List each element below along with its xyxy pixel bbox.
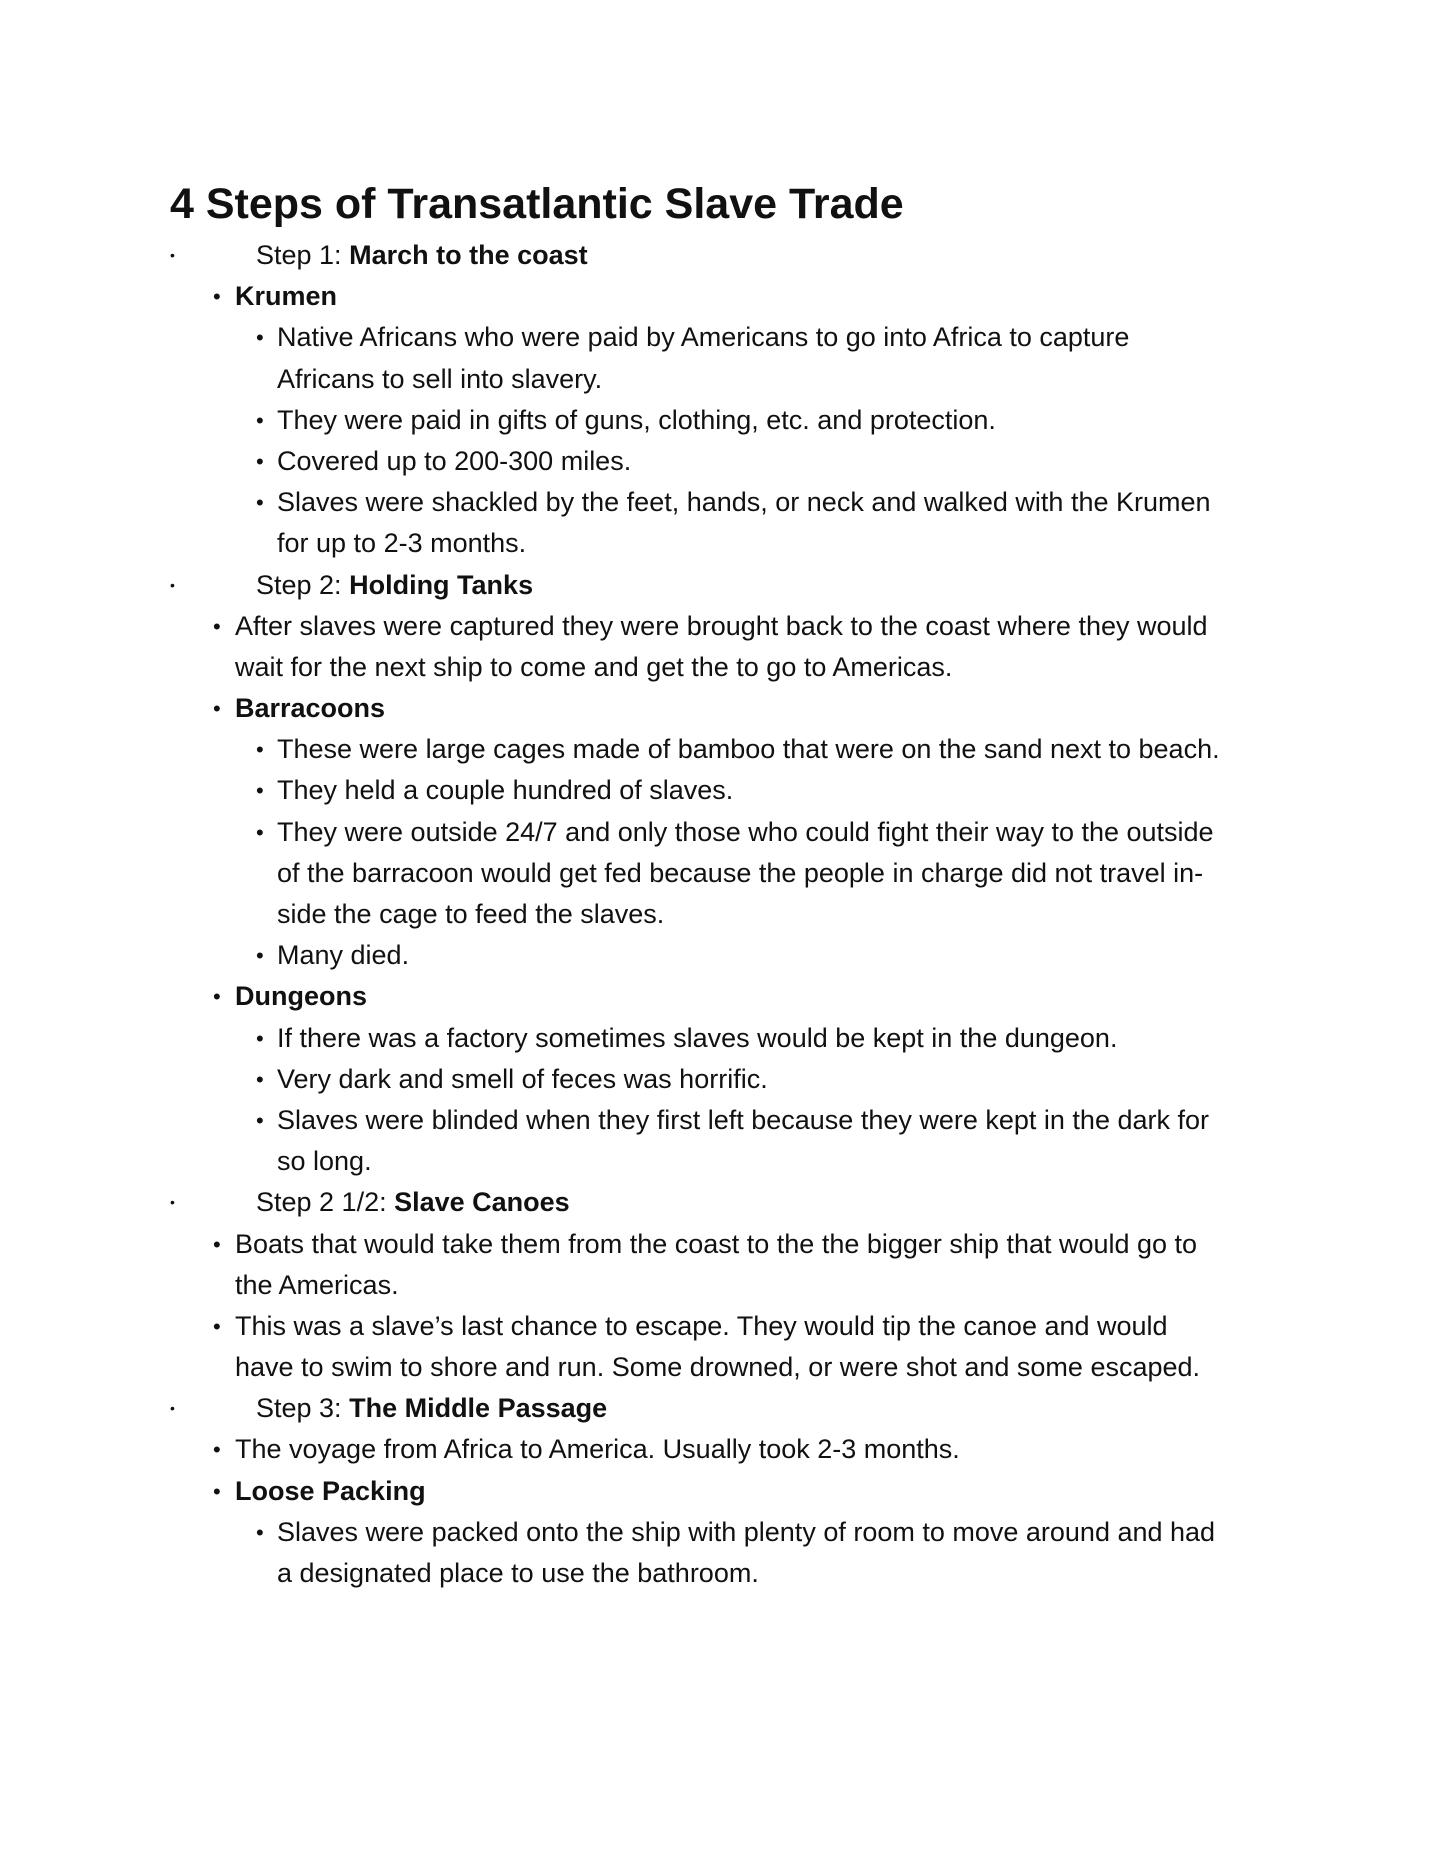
step-title: March to the coast [349, 240, 588, 270]
subheading-item-text: Loose Packing [235, 1475, 426, 1506]
detail-item-text: Covered up to 200-300 miles. [277, 445, 632, 476]
detail-item-continuation [0, 853, 1456, 894]
bullet-icon: • [256, 1519, 264, 1545]
sub-item-continuation [0, 1347, 1456, 1388]
subheading-item [0, 688, 1456, 729]
detail-item-text: Very dark and smell of feces was horrific. [277, 1063, 768, 1094]
sub-item [0, 1224, 1456, 1265]
detail-item-continuation [0, 1553, 1456, 1594]
detail-item-text: Slaves were blinded when they first left because they were kept in the dark for [277, 1104, 1210, 1135]
bullet-icon: • [256, 490, 264, 516]
subheading-item-text: Barracoons [235, 693, 386, 724]
step-title: Slave Canoes [394, 1187, 570, 1218]
step-text [256, 565, 533, 606]
detail-item-continuation-text: so long. [277, 1146, 372, 1177]
bullet-icon: • [256, 778, 264, 804]
sub-item-continuation-text: wait for the next ship to come and get the to go to Americas. [235, 651, 953, 682]
bullet-icon: • [170, 1400, 175, 1417]
subheading-item-text: Dungeons [235, 981, 367, 1012]
bullet-icon: • [256, 407, 264, 433]
detail-item-text: Slaves were shackled by the feet, hands, or neck and walked with the Krumen [277, 487, 1211, 518]
sub-item-continuation [0, 1265, 1456, 1306]
bullet-icon: • [256, 943, 264, 969]
detail-item-continuation [0, 359, 1456, 400]
detail-item [0, 441, 1456, 482]
document-title: 4 Steps of Transatlantic Slave Trade [170, 180, 904, 228]
bullet-icon: • [213, 1313, 221, 1339]
sub-item-continuation [0, 647, 1456, 688]
bullet-icon: • [256, 325, 264, 351]
subheading-item [0, 976, 1456, 1017]
bullet-icon: • [256, 737, 264, 763]
bullet-icon: • [170, 576, 175, 593]
detail-item-continuation-text: Africans to sell into slavery. [277, 363, 603, 394]
bullet-icon: • [256, 1107, 264, 1133]
bullet-icon: • [213, 696, 221, 722]
detail-item [0, 1512, 1456, 1553]
bullet-icon: • [213, 284, 221, 310]
detail-item [0, 1059, 1456, 1100]
bullet-icon: • [170, 1194, 175, 1211]
sub-item-text: The voyage from Africa to America. Usually took 2-3 months. [235, 1434, 960, 1465]
step-text [256, 235, 588, 276]
step-heading [0, 235, 1456, 276]
detail-item-text: If there was a factory sometimes slaves would be kept in the dungeon. [277, 1022, 1118, 1053]
bullet-icon: • [213, 1231, 221, 1257]
detail-item-text: Slaves were packed onto the ship with plenty of room to move around and had [277, 1516, 1216, 1547]
bullet-icon: • [256, 1025, 264, 1051]
bullet-icon: • [170, 247, 175, 263]
detail-item-text: Native Africans who were paid by Americans to go into Africa to capture [277, 322, 1130, 353]
detail-item-text: They held a couple hundred of slaves. [277, 775, 734, 806]
step-label: Step 2 1/2: [256, 1187, 395, 1218]
detail-item [0, 482, 1456, 523]
step-title: Holding Tanks [349, 569, 534, 600]
detail-item [0, 935, 1456, 976]
detail-item-text: They were paid in gifts of guns, clothing, etc. and protection. [277, 404, 996, 435]
detail-item [0, 400, 1456, 441]
step-heading [0, 1388, 1456, 1429]
detail-item-text: Many died. [277, 940, 410, 971]
detail-item [0, 1100, 1456, 1141]
subheading-item-text: Krumen [235, 281, 338, 312]
sub-item-text: Boats that would take them from the coast to the the bigger ship that would go to [235, 1228, 1198, 1259]
sub-item [0, 1429, 1456, 1470]
detail-item-text: These were large cages made of bamboo that were on the sand next to beach. [277, 734, 1220, 765]
detail-item [0, 317, 1456, 358]
detail-item-text: They were outside 24/7 and only those who could fight their way to the outside [277, 816, 1214, 847]
detail-item [0, 1018, 1456, 1059]
subheading-item [0, 276, 1456, 317]
sub-item [0, 1306, 1456, 1347]
detail-item [0, 770, 1456, 811]
step-text [256, 1388, 607, 1429]
bullet-icon: • [213, 613, 221, 639]
step-heading [0, 565, 1456, 606]
bullet-icon: • [213, 1478, 221, 1504]
step-label: Step 3: [256, 1393, 350, 1424]
bullet-icon: • [256, 448, 264, 474]
detail-item-continuation [0, 523, 1456, 564]
sub-item-text: After slaves were captured they were brought back to the coast where they would [235, 610, 1208, 641]
step-heading [0, 1182, 1456, 1223]
bullet-icon: • [213, 1437, 221, 1463]
sub-item [0, 606, 1456, 647]
bullet-icon: • [213, 984, 221, 1010]
step-title: The Middle Passage [349, 1393, 608, 1424]
sub-item-text: This was a slave’s last chance to escape. They would tip the canoe and would [235, 1310, 1168, 1341]
sub-item-continuation-text: the Americas. [235, 1269, 399, 1300]
detail-item-continuation-text: for up to 2-3 months. [277, 528, 527, 559]
subheading-item [0, 1471, 1456, 1512]
outline-list [0, 235, 1456, 1594]
detail-item-continuation-text: side the cage to feed the slaves. [277, 899, 665, 929]
detail-item [0, 729, 1456, 770]
step-text [256, 1182, 570, 1223]
detail-item-continuation-text: of the barracoon would get fed because the people in charge did not travel in- [277, 857, 1204, 888]
detail-item-continuation [0, 1141, 1456, 1182]
sub-item-continuation-text: have to swim to shore and run. Some drowned, or were shot and some escaped. [235, 1352, 1201, 1383]
bullet-icon: • [256, 819, 264, 845]
detail-item-continuation [0, 894, 1456, 935]
detail-item [0, 812, 1456, 853]
step-label: Step 2: [256, 569, 350, 600]
detail-item-continuation-text: a designated place to use the bathroom. [277, 1558, 759, 1588]
step-label: Step 1: [256, 240, 350, 270]
bullet-icon: • [256, 1066, 264, 1092]
